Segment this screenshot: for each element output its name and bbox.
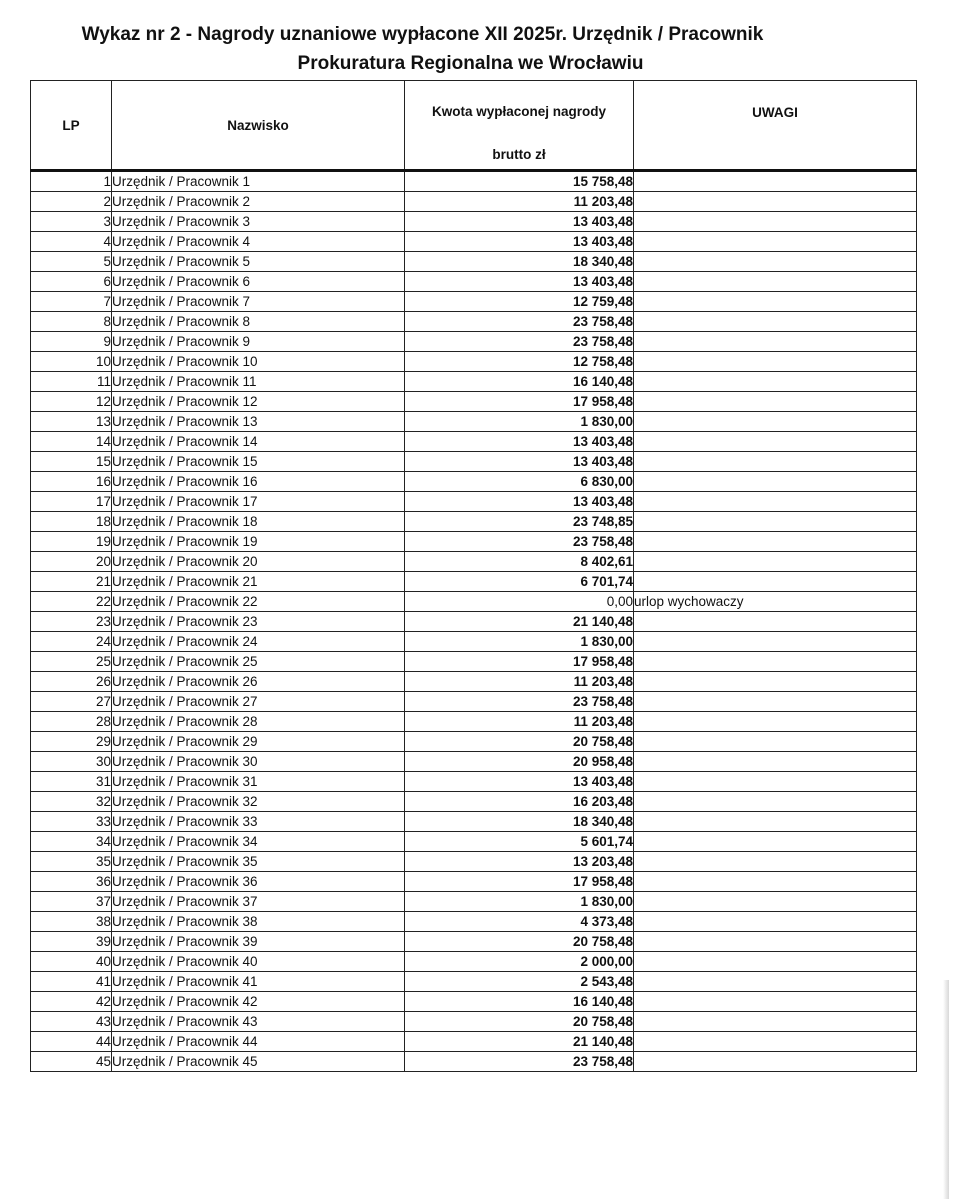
table-row xyxy=(31,272,917,292)
row-lp: 7 xyxy=(31,292,112,312)
row-remarks xyxy=(634,912,917,932)
table-header-row xyxy=(31,81,917,171)
row-name: Urzędnik / Pracownik 3 xyxy=(112,212,405,232)
row-remarks xyxy=(634,1032,917,1052)
row-lp: 8 xyxy=(31,312,112,332)
row-remarks xyxy=(634,272,917,292)
row-remarks xyxy=(634,632,917,652)
table-row xyxy=(31,672,917,692)
row-name: Urzędnik / Pracownik 36 xyxy=(112,872,405,892)
row-name: Urzędnik / Pracownik 22 xyxy=(112,592,405,612)
row-name: Urzędnik / Pracownik 16 xyxy=(112,472,405,492)
row-lp: 13 xyxy=(31,412,112,432)
row-remarks xyxy=(634,552,917,572)
row-remarks xyxy=(634,252,917,272)
row-name: Urzędnik / Pracownik 31 xyxy=(112,772,405,792)
row-remarks: urlop wychowaczy xyxy=(634,592,917,612)
row-name: Urzędnik / Pracownik 5 xyxy=(112,252,405,272)
row-remarks xyxy=(634,171,917,192)
row-name: Urzędnik / Pracownik 20 xyxy=(112,552,405,572)
row-amount: 15 758,48 xyxy=(405,171,634,192)
table-row xyxy=(31,312,917,332)
row-name: Urzędnik / Pracownik 28 xyxy=(112,712,405,732)
row-lp: 27 xyxy=(31,692,112,712)
row-amount: 23 758,48 xyxy=(405,312,634,332)
row-name: Urzędnik / Pracownik 9 xyxy=(112,332,405,352)
row-remarks xyxy=(634,392,917,412)
row-amount: 4 373,48 xyxy=(405,912,634,932)
table-row xyxy=(31,412,917,432)
page-edge-shadow xyxy=(943,980,949,1199)
header-remarks xyxy=(634,81,917,171)
row-amount: 20 958,48 xyxy=(405,752,634,772)
row-remarks xyxy=(634,292,917,312)
row-lp: 6 xyxy=(31,272,112,292)
row-amount: 6 830,00 xyxy=(405,472,634,492)
table-row xyxy=(31,772,917,792)
row-amount: 13 403,48 xyxy=(405,432,634,452)
row-lp: 9 xyxy=(31,332,112,352)
row-remarks xyxy=(634,652,917,672)
row-name: Urzędnik / Pracownik 27 xyxy=(112,692,405,712)
row-amount: 20 758,48 xyxy=(405,732,634,752)
table-row xyxy=(31,852,917,872)
row-amount: 13 403,48 xyxy=(405,232,634,252)
row-amount: 1 830,00 xyxy=(405,412,634,432)
row-remarks xyxy=(634,832,917,852)
row-remarks xyxy=(634,512,917,532)
row-lp: 18 xyxy=(31,512,112,532)
row-lp: 19 xyxy=(31,532,112,552)
table-row xyxy=(31,932,917,952)
table-row xyxy=(31,492,917,512)
table-row xyxy=(31,812,917,832)
row-remarks xyxy=(634,492,917,512)
row-lp: 36 xyxy=(31,872,112,892)
row-remarks xyxy=(634,672,917,692)
table-row xyxy=(31,612,917,632)
row-name: Urzędnik / Pracownik 18 xyxy=(112,512,405,532)
row-name: Urzędnik / Pracownik 33 xyxy=(112,812,405,832)
row-amount: 13 203,48 xyxy=(405,852,634,872)
row-amount: 12 759,48 xyxy=(405,292,634,312)
row-remarks xyxy=(634,992,917,1012)
row-lp: 5 xyxy=(31,252,112,272)
row-amount: 23 748,85 xyxy=(405,512,634,532)
awards-table xyxy=(30,80,917,1072)
row-lp: 28 xyxy=(31,712,112,732)
row-amount: 5 601,74 xyxy=(405,832,634,852)
row-name: Urzędnik / Pracownik 32 xyxy=(112,792,405,812)
row-name: Urzędnik / Pracownik 35 xyxy=(112,852,405,872)
row-name: Urzędnik / Pracownik 12 xyxy=(112,392,405,412)
row-lp: 32 xyxy=(31,792,112,812)
row-name: Urzędnik / Pracownik 1 xyxy=(112,171,405,192)
row-amount: 1 830,00 xyxy=(405,892,634,912)
row-name: Urzędnik / Pracownik 30 xyxy=(112,752,405,772)
row-remarks xyxy=(634,452,917,472)
row-remarks xyxy=(634,612,917,632)
row-name: Urzędnik / Pracownik 40 xyxy=(112,952,405,972)
table-row xyxy=(31,632,917,652)
row-amount: 11 203,48 xyxy=(405,712,634,732)
row-remarks xyxy=(634,892,917,912)
row-name: Urzędnik / Pracownik 38 xyxy=(112,912,405,932)
table-row xyxy=(31,912,917,932)
row-name: Urzędnik / Pracownik 34 xyxy=(112,832,405,852)
row-lp: 17 xyxy=(31,492,112,512)
row-remarks xyxy=(634,712,917,732)
row-name: Urzędnik / Pracownik 11 xyxy=(112,372,405,392)
row-name: Urzędnik / Pracownik 7 xyxy=(112,292,405,312)
row-amount: 17 958,48 xyxy=(405,652,634,672)
table-row xyxy=(31,512,917,532)
row-remarks xyxy=(634,772,917,792)
row-lp: 11 xyxy=(31,372,112,392)
row-lp: 23 xyxy=(31,612,112,632)
row-amount: 12 758,48 xyxy=(405,352,634,372)
row-amount: 23 758,48 xyxy=(405,532,634,552)
row-name: Urzędnik / Pracownik 23 xyxy=(112,612,405,632)
row-amount: 21 140,48 xyxy=(405,1032,634,1052)
table-row xyxy=(31,192,917,212)
row-remarks xyxy=(634,192,917,212)
table-row xyxy=(31,332,917,352)
table-row xyxy=(31,952,917,972)
row-name: Urzędnik / Pracownik 17 xyxy=(112,492,405,512)
row-name: Urzędnik / Pracownik 24 xyxy=(112,632,405,652)
row-remarks xyxy=(634,312,917,332)
row-lp: 41 xyxy=(31,972,112,992)
row-amount: 23 758,48 xyxy=(405,332,634,352)
row-amount: 2 543,48 xyxy=(405,972,634,992)
row-lp: 33 xyxy=(31,812,112,832)
row-name: Urzędnik / Pracownik 15 xyxy=(112,452,405,472)
row-amount: 13 403,48 xyxy=(405,772,634,792)
row-lp: 15 xyxy=(31,452,112,472)
table-row xyxy=(31,552,917,572)
row-name: Urzędnik / Pracownik 21 xyxy=(112,572,405,592)
row-name: Urzędnik / Pracownik 44 xyxy=(112,1032,405,1052)
row-lp: 42 xyxy=(31,992,112,1012)
row-amount: 13 403,48 xyxy=(405,272,634,292)
row-name: Urzędnik / Pracownik 2 xyxy=(112,192,405,212)
row-amount: 13 403,48 xyxy=(405,492,634,512)
row-remarks xyxy=(634,952,917,972)
row-amount: 1 830,00 xyxy=(405,632,634,652)
row-amount: 16 203,48 xyxy=(405,792,634,812)
row-amount: 17 958,48 xyxy=(405,872,634,892)
table-row xyxy=(31,352,917,372)
table-row xyxy=(31,212,917,232)
table-row xyxy=(31,532,917,552)
table-row xyxy=(31,572,917,592)
row-lp: 4 xyxy=(31,232,112,252)
row-remarks xyxy=(634,752,917,772)
row-name: Urzędnik / Pracownik 8 xyxy=(112,312,405,332)
row-lp: 30 xyxy=(31,752,112,772)
row-lp: 44 xyxy=(31,1032,112,1052)
table-row xyxy=(31,792,917,812)
header-amount-line1: Kwota wypłaconej nagrody xyxy=(431,104,607,119)
row-amount: 18 340,48 xyxy=(405,252,634,272)
row-lp: 31 xyxy=(31,772,112,792)
table-row xyxy=(31,292,917,312)
table-row xyxy=(31,372,917,392)
table-row xyxy=(31,1032,917,1052)
row-remarks xyxy=(634,852,917,872)
row-remarks xyxy=(634,732,917,752)
table-row xyxy=(31,1052,917,1072)
table-row xyxy=(31,472,917,492)
table-row xyxy=(31,452,917,472)
row-lp: 39 xyxy=(31,932,112,952)
row-lp: 38 xyxy=(31,912,112,932)
row-lp: 20 xyxy=(31,552,112,572)
header-name: Nazwisko xyxy=(112,81,405,171)
row-name: Urzędnik / Pracownik 41 xyxy=(112,972,405,992)
row-remarks xyxy=(634,572,917,592)
row-amount: 6 701,74 xyxy=(405,572,634,592)
table-row xyxy=(31,252,917,272)
row-lp: 34 xyxy=(31,832,112,852)
row-amount: 16 140,48 xyxy=(405,992,634,1012)
row-remarks xyxy=(634,812,917,832)
row-amount: 0,00 xyxy=(405,592,634,612)
row-remarks xyxy=(634,472,917,492)
row-lp: 26 xyxy=(31,672,112,692)
row-amount: 17 958,48 xyxy=(405,392,634,412)
row-remarks xyxy=(634,212,917,232)
row-remarks xyxy=(634,332,917,352)
row-remarks xyxy=(634,412,917,432)
row-amount: 21 140,48 xyxy=(405,612,634,632)
row-remarks xyxy=(634,692,917,712)
row-name: Urzędnik / Pracownik 45 xyxy=(112,1052,405,1072)
document-subtitle: Prokuratura Regionalna we Wrocławiu xyxy=(297,53,644,74)
table-row xyxy=(31,752,917,772)
row-lp: 16 xyxy=(31,472,112,492)
table-row xyxy=(31,892,917,912)
row-name: Urzędnik / Pracownik 14 xyxy=(112,432,405,452)
row-name: Urzędnik / Pracownik 25 xyxy=(112,652,405,672)
row-lp: 12 xyxy=(31,392,112,412)
row-remarks xyxy=(634,932,917,952)
row-lp: 43 xyxy=(31,1012,112,1032)
row-amount: 20 758,48 xyxy=(405,932,634,952)
row-lp: 25 xyxy=(31,652,112,672)
row-amount: 18 340,48 xyxy=(405,812,634,832)
row-lp: 45 xyxy=(31,1052,112,1072)
row-lp: 2 xyxy=(31,192,112,212)
row-lp: 22 xyxy=(31,592,112,612)
row-remarks xyxy=(634,872,917,892)
row-amount: 23 758,48 xyxy=(405,692,634,712)
row-amount: 23 758,48 xyxy=(405,1052,634,1072)
table-row xyxy=(31,652,917,672)
row-name: Urzędnik / Pracownik 6 xyxy=(112,272,405,292)
row-name: Urzędnik / Pracownik 10 xyxy=(112,352,405,372)
row-lp: 3 xyxy=(31,212,112,232)
table-row xyxy=(31,1012,917,1032)
row-remarks xyxy=(634,1012,917,1032)
row-lp: 24 xyxy=(31,632,112,652)
document-title: Wykaz nr 2 - Nagrody uznaniowe wypłacone XII 2025r. Urzędnik / Pracownik xyxy=(81,24,764,45)
row-amount: 20 758,48 xyxy=(405,1012,634,1032)
table-row xyxy=(31,712,917,732)
row-remarks xyxy=(634,972,917,992)
row-name: Urzędnik / Pracownik 37 xyxy=(112,892,405,912)
row-name: Urzędnik / Pracownik 29 xyxy=(112,732,405,752)
row-amount: 13 403,48 xyxy=(405,212,634,232)
row-remarks xyxy=(634,792,917,812)
table-row xyxy=(31,832,917,852)
table-row xyxy=(31,171,917,192)
row-name: Urzędnik / Pracownik 4 xyxy=(112,232,405,252)
row-lp: 37 xyxy=(31,892,112,912)
row-lp: 1 xyxy=(31,171,112,192)
row-lp: 40 xyxy=(31,952,112,972)
row-lp: 14 xyxy=(31,432,112,452)
row-name: Urzędnik / Pracownik 26 xyxy=(112,672,405,692)
header-amount-line2: brutto zł xyxy=(492,147,546,162)
row-amount: 11 203,48 xyxy=(405,672,634,692)
header-amount xyxy=(405,81,634,171)
table-row xyxy=(31,592,917,612)
row-amount: 16 140,48 xyxy=(405,372,634,392)
table-row xyxy=(31,392,917,412)
row-name: Urzędnik / Pracownik 19 xyxy=(112,532,405,552)
row-name: Urzędnik / Pracownik 13 xyxy=(112,412,405,432)
row-remarks xyxy=(634,372,917,392)
row-remarks xyxy=(634,432,917,452)
row-amount: 2 000,00 xyxy=(405,952,634,972)
row-remarks xyxy=(634,232,917,252)
table-row xyxy=(31,872,917,892)
table-row xyxy=(31,732,917,752)
header-remarks-label: UWAGI xyxy=(752,105,798,120)
row-remarks xyxy=(634,532,917,552)
row-name: Urzędnik / Pracownik 39 xyxy=(112,932,405,952)
row-amount: 11 203,48 xyxy=(405,192,634,212)
row-lp: 21 xyxy=(31,572,112,592)
row-name: Urzędnik / Pracownik 43 xyxy=(112,1012,405,1032)
row-amount: 13 403,48 xyxy=(405,452,634,472)
table-row xyxy=(31,232,917,252)
row-amount: 8 402,61 xyxy=(405,552,634,572)
row-name: Urzędnik / Pracownik 42 xyxy=(112,992,405,1012)
table-row xyxy=(31,432,917,452)
row-remarks xyxy=(634,352,917,372)
table-row xyxy=(31,992,917,1012)
row-lp: 10 xyxy=(31,352,112,372)
row-lp: 29 xyxy=(31,732,112,752)
table-row xyxy=(31,692,917,712)
row-lp: 35 xyxy=(31,852,112,872)
row-remarks xyxy=(634,1052,917,1072)
table-row xyxy=(31,972,917,992)
header-lp: LP xyxy=(31,81,112,171)
